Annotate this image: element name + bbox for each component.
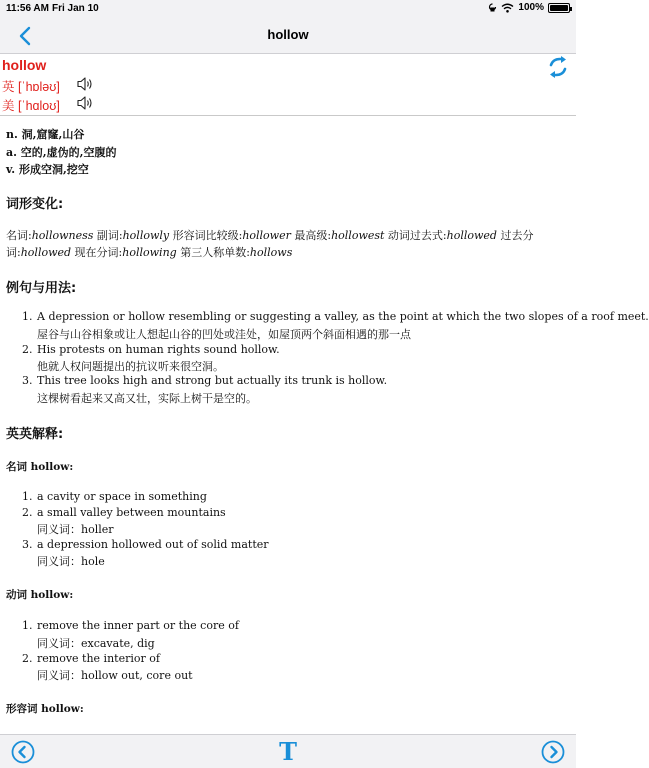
page-title: hollow	[267, 27, 309, 42]
status-bar	[0, 0, 576, 18]
status-time: 11:56 AM	[6, 3, 49, 14]
pronunciation-us-text: 美 [ˈhɑloʊ]	[2, 99, 60, 113]
headword: hollow	[2, 57, 47, 73]
synonym-text: 同义词：hole	[37, 555, 105, 568]
word-form: hollowed	[20, 246, 72, 259]
sense-verb: v. 形成空洞,挖空	[6, 163, 89, 176]
pronunciation-uk	[2, 77, 60, 95]
battery-percent: 100%	[518, 2, 544, 13]
synonym-text: 同义词：hollow out, core out	[37, 669, 193, 682]
example-english: This tree looks high and strong but actually its trunk is hollow.	[37, 374, 388, 387]
word-form: hollower	[242, 229, 291, 242]
word-form: hollowness	[31, 229, 94, 242]
form-label: 现在分词:	[71, 246, 123, 259]
status-date: Fri Jan 10	[52, 3, 99, 14]
example-number: 2.	[22, 343, 33, 356]
form-label: 动词过去式:	[384, 229, 447, 242]
example-chinese: 这棵树看起来又高又壮，实际上树干是空的。	[37, 392, 257, 405]
form-label: 最高级:	[290, 229, 332, 242]
example-chinese: 他就人权问题提出的抗议听来很空洞。	[37, 360, 224, 373]
word-form: hollows	[249, 246, 293, 259]
bottom-toolbar	[0, 734, 576, 768]
next-arrow-icon[interactable]	[541, 740, 565, 764]
definition-number: 1.	[22, 490, 33, 503]
entry-content[interactable]	[0, 54, 649, 734]
sense-noun: n. 洞,窟窿,山谷	[6, 128, 85, 141]
text-size-button[interactable]: T	[279, 737, 297, 766]
definition-text: a small valley between mountains	[37, 506, 226, 519]
definition-text: remove the inner part or the core of	[37, 619, 239, 632]
morphology-line-1	[6, 227, 533, 243]
example-english: His protests on human rights sound hollow.	[37, 343, 280, 356]
morphology-heading: 词形变化:	[6, 197, 64, 212]
status-right	[488, 2, 570, 13]
definition-number: 1.	[22, 619, 33, 632]
word-form: hollowed	[446, 229, 497, 242]
form-label: 过去分	[496, 229, 534, 242]
definition-number: 3.	[22, 538, 33, 551]
example-chinese: 屋谷与山谷相象或让人想起山谷的凹处或洼处，如屋顶两个斜面相遇的那一点	[37, 328, 411, 341]
definition-text: a cavity or space in something	[37, 490, 207, 503]
speaker-us-icon[interactable]	[76, 95, 94, 111]
form-label: 词:	[6, 246, 21, 259]
synonym-text: 同义词：excavate, dig	[37, 637, 155, 650]
navigation-bar	[0, 18, 576, 54]
battery-icon	[548, 3, 570, 13]
definition-text: remove the interior of	[37, 652, 160, 665]
form-label: 名词:	[6, 229, 32, 242]
definition-number: 2.	[22, 652, 33, 665]
refresh-icon[interactable]	[548, 56, 568, 78]
example-english: A depression or hollow resembling or suggesting a valley, as the point at which the two slopes of a roof meet.	[37, 310, 649, 323]
definition-text: a depression hollowed out of solid matter	[37, 538, 269, 551]
example-number: 1.	[22, 310, 33, 323]
speaker-uk-icon[interactable]	[76, 76, 94, 92]
pronunciation-uk-text: 英 [ˈhɒləʊ]	[2, 80, 60, 94]
english-definitions-heading: 英英解释:	[6, 427, 64, 442]
pronunciation-us	[2, 96, 60, 114]
wifi-icon	[501, 3, 514, 13]
screen-lock-icon	[488, 3, 497, 13]
synonym-text: 同义词：holler	[37, 523, 114, 536]
adjective-definitions-heading: 形容词 hollow:	[6, 703, 84, 715]
morphology-line-2	[6, 244, 292, 260]
form-label: 第三人称单数:	[176, 246, 250, 259]
sense-adjective: a. 空的,虚伪的,空腹的	[6, 146, 117, 159]
example-number: 3.	[22, 374, 33, 387]
word-form: hollowly	[122, 229, 170, 242]
previous-arrow-icon[interactable]	[11, 740, 35, 764]
form-label: 副词:	[93, 229, 123, 242]
verb-definitions-heading: 动词 hollow:	[6, 589, 74, 601]
word-form: hollowest	[331, 229, 385, 242]
noun-definitions-heading: 名词 hollow:	[6, 461, 74, 473]
examples-heading: 例句与用法:	[6, 281, 77, 296]
definition-number: 2.	[22, 506, 33, 519]
word-form: hollowing	[122, 246, 177, 259]
form-label: 形容词比较级:	[169, 229, 243, 242]
header-divider	[0, 115, 576, 116]
